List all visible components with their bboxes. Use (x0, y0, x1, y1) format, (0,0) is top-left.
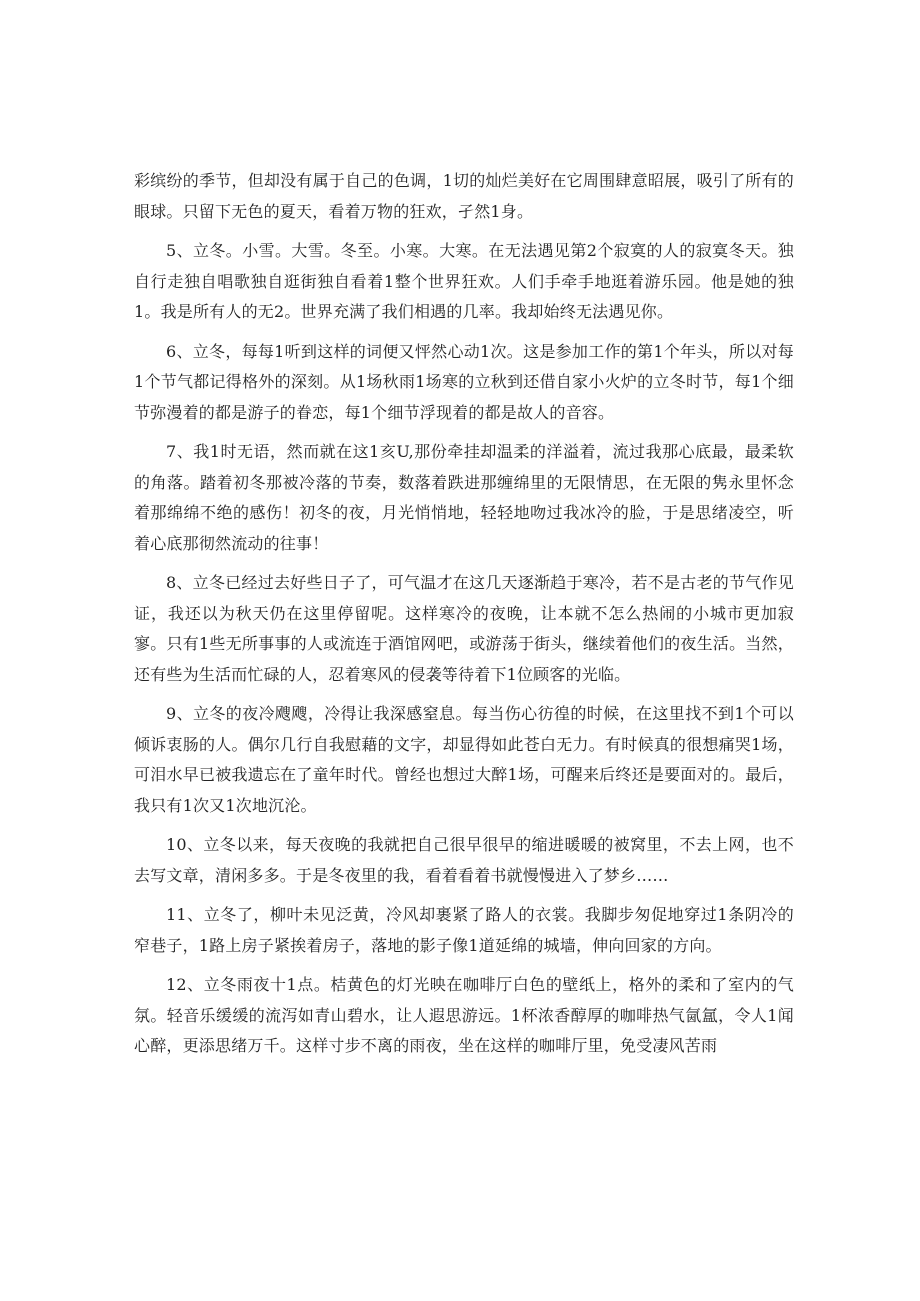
paragraph-9: 9、立冬的夜冷飕飕，冷得让我深感窒息。每当伤心彷徨的时候，在这里找不到1个可以倾诉衷肠的人。偶尔几行自我慰藉的文字，却显得如此苍白无力。有时候真的很想痛哭1场，可泪水早已被我遗忘在了童年时代。曾经也想过大醉1场，可醒来后终还是要面对的。最后，我只有1次又1次地沉沦。 (134, 704, 794, 815)
paragraph-5: 5、立冬。小雪。大雪。冬至。小寒。大寒。在无法遇见第2个寂寞的人的寂寞冬天。独自行走独自唱歌独自逛街独自看着1整个世界狂欢。人们手牵手地逛着游乐园。他是她的独1。我是所有人的无2。世界充满了我们相遇的几率。我却始终无法遇见你。 (134, 241, 794, 321)
paragraph-10: 10、立冬以来，每天夜晚的我就把自己很早很早的缩进暖暖的被窝里，不去上网，也不去写文章，清闲多多。于是冬夜里的我，看着看着书就慢慢进入了梦乡…… (134, 835, 794, 885)
paragraph-continuation: 彩缤纷的季节，但却没有属于自己的色调，1切的灿烂美好在它周围肆意昭展，吸引了所有的眼球。只留下无色的夏天，看着万物的狂欢，孑然1身。 (134, 171, 794, 221)
paragraph-12: 12、立冬雨夜十1点。桔黄色的灯光映在咖啡厅白色的壁纸上，格外的柔和了室内的气氛。轻音乐缓缓的流泻如青山碧水，让人遐思游远。1杯浓香醇厚的咖啡热气氤氲，令人1闻心醉，更添思绪万千。这样寸步不离的雨夜，坐在这样的咖啡厅里，免受凄风苦雨 (134, 975, 794, 1055)
document-body (134, 166, 794, 1071)
paragraph-6: 6、立冬，每每1听到这样的词便又怦然心动1次。这是参加工作的第1个年头，所以对每1个节气都记得格外的深刻。从1场秋雨1场寒的立秋到还借自家小火炉的立冬时节，每1个细节弥漫着的都是游子的眷恋，每1个细节浮现着的都是故人的音容。 (134, 341, 794, 422)
paragraph-8: 8、立冬已经过去好些日子了，可气温才在这几天逐渐趋于寒冷，若不是古老的节气作见证，我还以为秋天仍在这里停留呢。这样寒冷的夜晚，让本就不怎么热闹的小城市更加寂寥。只有1些无所事事的人或流连于酒馆网吧，或游荡于街头，继续着他们的夜生活。当然，还有些为生活而忙碌的人，忍着寒风的侵袭等待着下1位顾客的光临。 (134, 573, 794, 684)
paragraph-11: 11、立冬了，柳叶未见泛黄，冷风却裹紧了路人的衣裳。我脚步匆促地穿过1条阴冷的窄巷子，1路上房子紧挨着房子，落地的影子像1道延绵的城墙，伸向回家的方向。 (134, 905, 794, 955)
paragraph-7: 7、我1时无语，然而就在这1亥U,那份牵挂却温柔的洋溢着，流过我那心底最，最柔软的角落。踏着初冬那被冷落的节奏，数落着跌进那缠绵里的无限情思，在无限的隽永里怀念着那绵绵不绝的感伤！初冬的夜，月光悄悄地，轻轻地吻过我冰冷的脸，于是思绪凌空，听着心底那彻然流动的往事！ (134, 442, 794, 553)
